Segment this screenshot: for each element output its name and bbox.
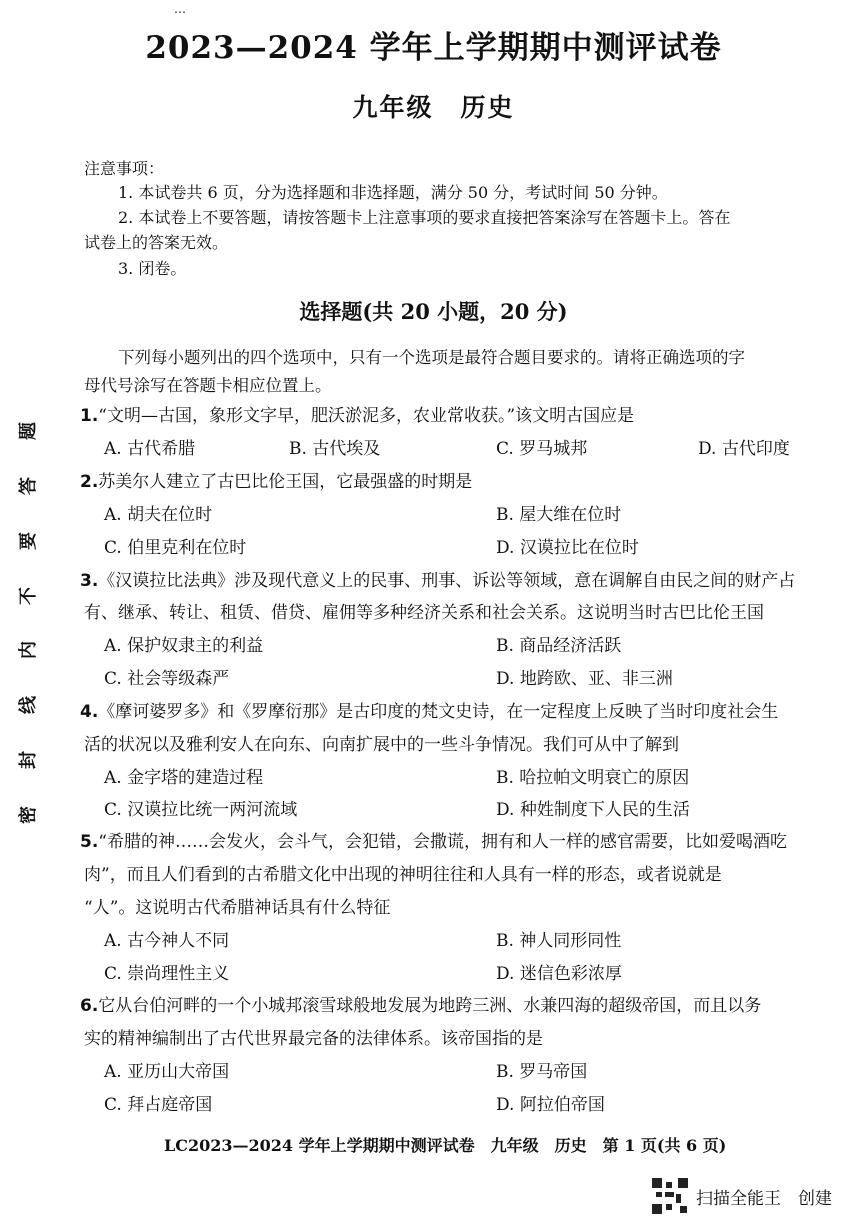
option-a: A. 胡夫在位时 [104, 505, 213, 525]
note-line: 2. 本试卷上不要答题，请按答题卡上注意事项的要求直接把答案涂写在答题卡上。答在 [118, 208, 731, 227]
question-number: 4. [80, 702, 99, 722]
note-line: 1. 本试卷共 6 页，分为选择题和非选择题，满分 50 分，考试时间 50 分钟。 [118, 183, 668, 202]
question-text-line: 实的精神编制出了古代世界最完备的法律体系。该帝国指的是 [84, 1029, 543, 1049]
option-a: A. 亚历山大帝国 [104, 1062, 230, 1082]
option-c: C. 拜占庭帝国 [104, 1095, 213, 1115]
question-text-line: 活的状况以及雅利安人在向东、向南扩展中的一些斗争情况。我们可从中了解到 [84, 735, 679, 755]
question-number: 5. [80, 832, 99, 852]
question-3 [80, 566, 795, 591]
question-number: 3. [80, 571, 99, 591]
question-number: 6. [80, 996, 99, 1016]
exam-subtitle: 九年级 历史 [352, 93, 515, 122]
seal-char: 要 [18, 531, 39, 550]
question-number: 1. [80, 406, 99, 426]
note-line: 试卷上的答案无效。 [84, 233, 229, 252]
question-text-line: 肉”，而且人们看到的古希腊文化中出现的神明往往和人具有一样的形态，或者说就是 [84, 865, 722, 885]
seal-char: 不 [18, 586, 39, 605]
option-d: D. 古代印度 [698, 439, 790, 459]
seal-char: 密 [18, 805, 39, 824]
question-text: 它从台伯河畔的一个小城邦滚雪球般地发展为地跨三洲、水兼四海的超级帝国，而且以务 [98, 996, 762, 1016]
question-6 [80, 991, 761, 1016]
option-d: D. 种姓制度下人民的生活 [496, 800, 690, 820]
option-c: C. 崇尚理性主义 [104, 964, 230, 984]
option-d: D. 阿拉伯帝国 [496, 1095, 605, 1115]
option-d: D. 地跨欧、亚、非三洲 [496, 669, 673, 689]
exam-title: 2023—2024 学年上学期期中测评试卷 [145, 30, 722, 66]
question-text: “文明—古国，象形文字早，肥沃淤泥多，农业常收获。”该文明古国应是 [98, 406, 635, 426]
option-b: B. 屋大维在位时 [496, 505, 622, 525]
page-footer: LC2023—2024 学年上学期期中测评试卷 九年级 历史 第 1 页(共 6 页) [164, 1136, 727, 1155]
option-b: B. 罗马帝国 [496, 1062, 588, 1082]
option-b: B. 商品经济活跃 [496, 636, 622, 656]
option-a: A. 保护奴隶主的利益 [104, 636, 264, 656]
option-b: B. 神人同形同性 [496, 931, 622, 951]
option-d: D. 迷信色彩浓厚 [496, 964, 622, 984]
option-a: A. 古代希腊 [104, 439, 196, 459]
qr-code-icon [652, 1178, 688, 1214]
question-text-line: “人”。这说明古代希腊神话具有什么特征 [84, 898, 391, 918]
section-intro-line: 下列每小题列出的四个选项中，只有一个选项是最符合题目要求的。请将正确选项的字 [118, 348, 745, 367]
option-a: A. 金字塔的建造过程 [104, 768, 264, 788]
seal-char: 答 [18, 476, 39, 495]
seal-char: 内 [18, 641, 39, 660]
question-4 [80, 697, 778, 722]
option-a: A. 古今神人不同 [104, 931, 230, 951]
question-number: 2. [80, 472, 99, 492]
question-5 [80, 827, 787, 852]
question-text-line: 有、继承、转让、租赁、借贷、雇佣等多种经济关系和社会关系。这说明当时古巴比伦王国 [84, 603, 764, 623]
section-intro-line: 母代号涂写在答题卡相应位置上。 [84, 376, 332, 395]
section-title: 选择题(共 20 小题，20 分) [299, 299, 568, 324]
option-c: C. 汉谟拉比统一两河流域 [104, 800, 298, 820]
option-b: B. 哈拉帕文明衰亡的原因 [496, 768, 690, 788]
question-text: 《汉谟拉比法典》涉及现代意义上的民事、刑事、诉讼等领域，意在调解自由民之间的财产占 [98, 571, 796, 591]
seal-char: 题 [18, 422, 39, 440]
top-mark: … [174, 2, 186, 16]
question-text: “希腊的神……会发火，会斗气，会犯错，会撒谎，拥有和人一样的感官需要，比如爱喝酒吃 [98, 832, 787, 852]
note-line: 3. 闭卷。 [118, 259, 187, 278]
option-d: D. 汉谟拉比在位时 [496, 538, 639, 558]
seal-line-label [12, 418, 42, 828]
option-b: B. 古代埃及 [289, 439, 381, 459]
question-2 [80, 467, 472, 492]
scanner-watermark: 扫描全能王 创建 [696, 1189, 832, 1209]
option-c: C. 伯里克利在位时 [104, 538, 247, 558]
notes-heading: 注意事项： [84, 159, 165, 178]
option-c: C. 罗马城邦 [496, 439, 588, 459]
option-c: C. 社会等级森严 [104, 669, 230, 689]
question-text: 《摩诃婆罗多》和《罗摩衍那》是古印度的梵文史诗，在一定程度上反映了当时印度社会生 [98, 702, 779, 722]
seal-char: 线 [18, 696, 39, 715]
question-text: 苏美尔人建立了古巴比伦王国，它最强盛的时期是 [98, 472, 473, 492]
seal-char: 封 [18, 751, 39, 770]
question-1 [80, 401, 634, 426]
